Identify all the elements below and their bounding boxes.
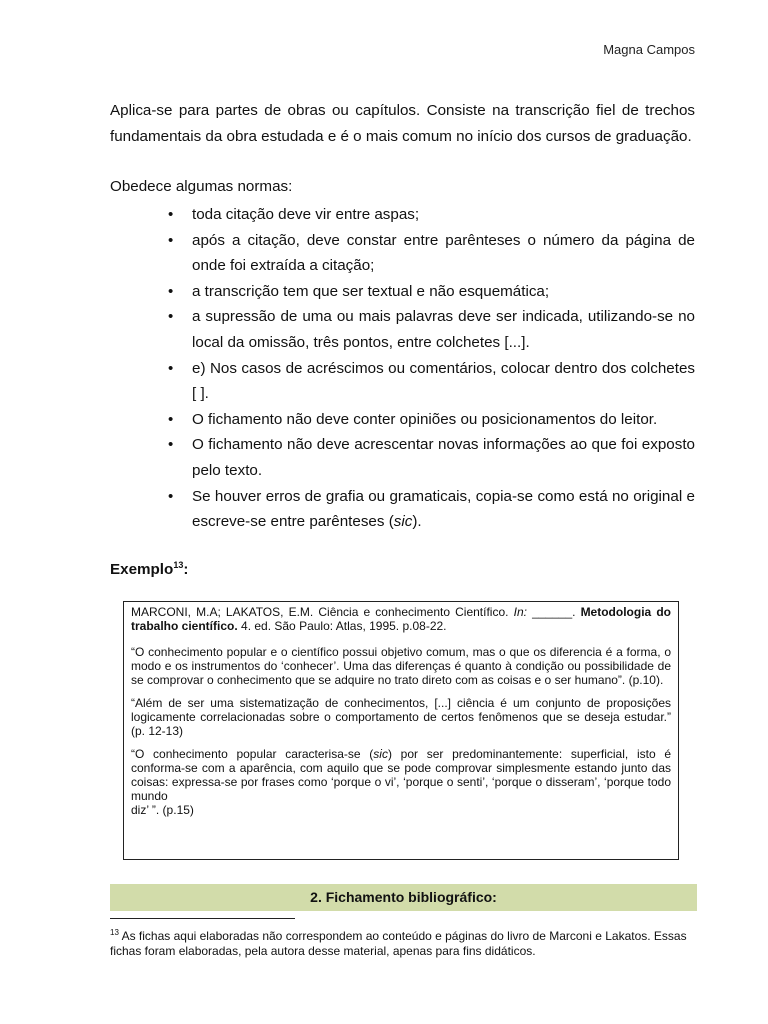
rules-list	[110, 202, 695, 535]
list-item	[110, 484, 695, 535]
bullet-icon: •	[168, 410, 174, 428]
list-item: • a transcrição tem que ser textual e não esquemática;	[110, 279, 695, 305]
list-item: • após a citação, deve constar entre parênteses o número da página de onde foi extraída a citação;	[110, 228, 695, 279]
quote-1: “O conhecimento popular e o científico possui objetivo comum, mas o que os diferencia é a forma, o modo e os instrumentos do ‘conhecer’. Uma das diferenças é quanto à condição ou possibilidade de se comprovar o conhecimento que se adquire no trato direto com as coisas e o ser humano”. (p.10).	[131, 645, 671, 687]
quote-2: “Além de ser uma sistematização de conhecimentos, [...] ciência é um conjunto de proposições logicamente correlacionadas sobre o comportamento de certos fenômenos que se deseja estudar.” (p. 12-13)	[131, 696, 671, 738]
rule-sic-text: Se houver erros de grafia ou gramaticais, copia-se como está no original e escreve-se entre parênteses (sic).	[192, 487, 695, 531]
bibliographic-reference: MARCONI, M.A; LAKATOS, E.M. Ciência e conhecimento Científico. In: ______. Metodologia do trabalho científico. 4. ed. São Paulo: Atlas, 1995. p.08-22.	[131, 605, 671, 633]
example-box	[123, 601, 679, 860]
page-header-author: Magna Campos	[603, 42, 695, 57]
list-item: • O fichamento não deve acrescentar novas informações ao que foi exposto pelo texto.	[110, 432, 695, 483]
list-item: • O fichamento não deve conter opiniões ou posicionamentos do leitor.	[110, 407, 695, 433]
footnote-number: 13	[110, 928, 119, 937]
bullet-icon: •	[168, 231, 174, 249]
bullet-icon: •	[168, 359, 174, 377]
bullet-icon: •	[168, 436, 174, 454]
rules-lead: Obedece algumas normas:	[110, 178, 293, 195]
intro-paragraph: Aplica-se para partes de obras ou capítulos. Consiste na transcrição fiel de trechos fundamentais da obra estudada e é o mais comum no início dos cursos de graduação.	[110, 102, 695, 145]
footnote-divider	[110, 918, 295, 919]
bullet-icon: •	[168, 282, 174, 300]
quote-3: “O conhecimento popular caracterisa-se (sic) por ser predominantemente: superficial, isto é conforma-se com a aparência, com aquilo que se pode comprovar simplesmente estando junto das coisas: expressa-se por frases como ‘porque o vi’, ‘porque o senti’, ‘porque o disseram’, ‘porque todo mundo diz’ ”. (p.15)	[131, 747, 671, 817]
bullet-icon: •	[168, 487, 174, 505]
list-item: • toda citação deve vir entre aspas;	[110, 202, 695, 228]
section-heading: 2. Fichamento bibliográfico:	[110, 884, 697, 911]
bullet-icon: •	[168, 206, 174, 223]
list-item: • e) Nos casos de acréscimos ou comentários, colocar dentro dos colchetes [ ].	[110, 356, 695, 407]
footnote: $^{13}$ As fichas aqui elaboradas não correspondem ao conteúdo e páginas do livro de Marconi e Lakatos. Essas fichas foram elaboradas, pela autora desse material, apenas para fins didáticos.	[110, 928, 687, 958]
list-item: • a supressão de uma ou mais palavras deve ser indicada, utilizando-se no local da omissão, três pontos, entre colchetes [...].	[110, 304, 695, 355]
example-heading: Exemplo$^{13}$:	[110, 560, 189, 579]
bullet-icon: •	[168, 308, 174, 326]
footnote-ref[interactable]: 13	[173, 560, 184, 570]
